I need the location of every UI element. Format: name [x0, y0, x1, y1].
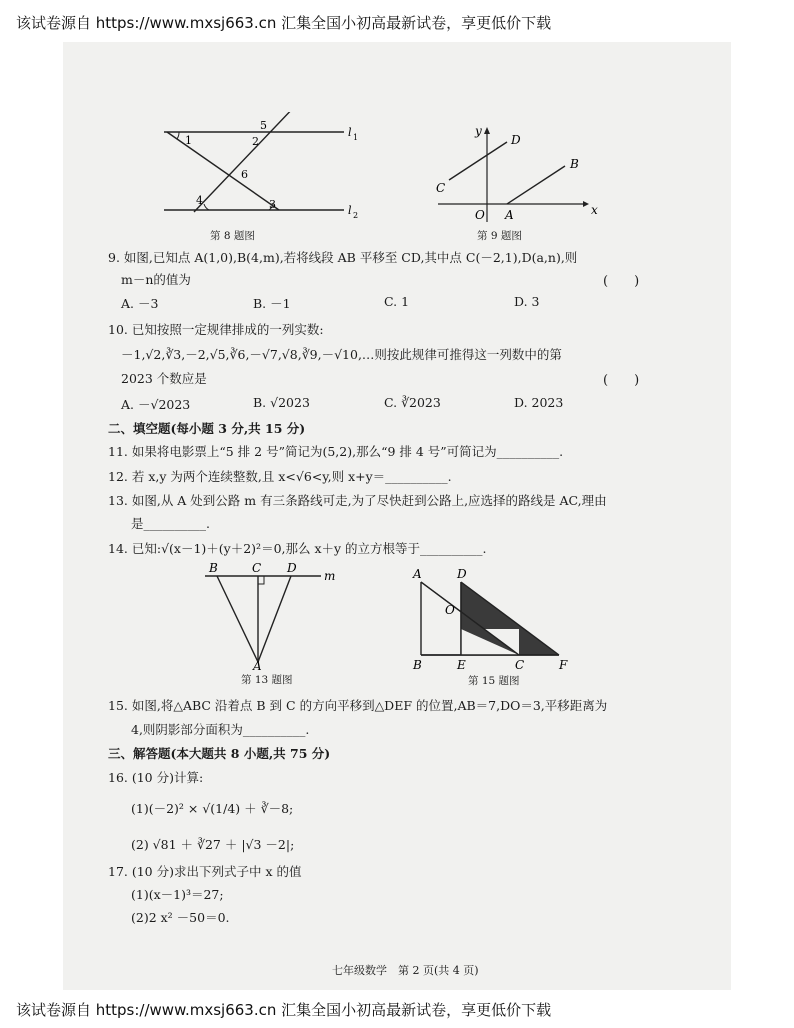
fig15-caption: 第 15 题图	[468, 675, 520, 687]
fig13-caption: 第 13 题图	[241, 674, 293, 686]
q14-text: 14. 已知:√(x－1)＋(y＋2)²＝0,那么 x＋y 的立方根等于__________.	[108, 541, 487, 556]
fig15-O: O	[445, 603, 455, 617]
source-banner-bottom: 该试卷源自 https://www.mxsj663.cn 汇集全国小初高最新试卷，享更低价下载	[16, 1001, 552, 1019]
q9-option-d: D. 3	[514, 294, 540, 309]
fig13-m: m	[324, 569, 336, 583]
q12-text: 12. 若 x,y 为两个连续整数,且 x<√6<y,则 x+y＝__________.	[108, 469, 452, 484]
page-footer: 七年级数学 第 2 页(共 4 页)	[332, 964, 479, 977]
q11-text: 11. 如果将电影票上“5 排 2 号”简记为(5,2),那么“9 排 4 号”可简记为__________.	[108, 444, 564, 459]
q9-option-b: B. －1	[253, 296, 291, 311]
fig15-C: C	[515, 658, 525, 672]
fig8-angle-1: 1	[185, 134, 192, 147]
fig8-l1-sub: 1	[353, 133, 359, 142]
q9-answer-paren: ( )	[603, 274, 640, 289]
fig15-D: D	[457, 567, 467, 581]
fig8-angle-2: 2	[252, 135, 259, 148]
q10-line2: －1,√2,∛3,－2,√5,∛6,－√7,√8,∛9,－√10,…则按此规律可推得这一列数中的第	[121, 347, 562, 362]
exam-page	[63, 42, 731, 990]
q9-line1: 9. 如图,已知点 A(1,0),B(4,m),若将线段 AB 平移至 CD,其中点 C(－2,1),D(a,n),则	[108, 250, 578, 265]
q15-line2: 4,则阴影部分面积为__________.	[131, 722, 310, 737]
q17-title: 17. (10 分)求出下列式子中 x 的值	[108, 864, 302, 879]
fig8-caption: 第 8 题图	[210, 230, 255, 242]
section-fill-in-title: 二、填空题(每小题 3 分,共 15 分)	[108, 421, 306, 436]
q10-option-b: B. √2023	[253, 395, 310, 410]
fig9-A: A	[505, 208, 514, 222]
q16-part1: (1)(－2)² × √(1/4) ＋ ∛－8;	[131, 801, 294, 816]
fig15-F: F	[559, 658, 568, 672]
fig8-angle-6: 6	[241, 168, 248, 181]
q16-part2: (2) √81 ＋ ∛27 ＋ |√3 －2|;	[131, 837, 295, 852]
source-banner-top: 该试卷源自 https://www.mxsj663.cn 汇集全国小初高最新试卷，享更低价下载	[16, 14, 552, 32]
q17-part1: (1)(x－1)³＝27;	[131, 887, 224, 902]
fig9-y: y	[475, 124, 482, 138]
q9-option-a: A. －3	[121, 296, 159, 311]
section-solve-title: 三、解答题(本大题共 8 小题,共 75 分)	[108, 746, 331, 761]
fig15-A: A	[413, 567, 422, 581]
q9-option-c: C. 1	[384, 294, 410, 309]
fig9-x: x	[591, 203, 598, 217]
figure-15	[409, 562, 569, 672]
fig8-angle-4: 4	[196, 194, 203, 207]
q10-option-d: D. 2023	[514, 395, 564, 410]
fig15-B: B	[413, 658, 422, 672]
q10-option-a: A. －√2023	[121, 397, 191, 412]
fig9-caption: 第 9 题图	[477, 230, 522, 242]
q10-line1: 10. 已知按照一定规律排成的一列实数:	[108, 322, 324, 337]
fig13-D: D	[287, 561, 297, 575]
fig8-angle-5: 5	[260, 119, 267, 132]
fig9-C: C	[436, 181, 446, 195]
fig9-D: D	[511, 133, 521, 147]
figure-9	[433, 122, 623, 227]
fig8-l2: l	[348, 204, 352, 217]
q16-title: 16. (10 分)计算:	[108, 770, 204, 785]
fig9-O: O	[475, 208, 485, 222]
q10-line3: 2023 个数应是	[121, 371, 207, 386]
q17-part2: (2)2 x² －50＝0.	[131, 910, 230, 925]
fig13-A: A	[253, 659, 262, 670]
fig15-E: E	[457, 658, 466, 672]
q15-line1: 15. 如图,将△ABC 沿着点 B 到 C 的方向平移到△DEF 的位置,AB＝7,DO＝3,平移距离为	[108, 698, 608, 713]
fig8-angle-3: 3	[269, 198, 276, 211]
fig13-C: C	[252, 561, 262, 575]
fig9-B: B	[570, 157, 579, 171]
q10-answer-paren: ( )	[603, 373, 640, 388]
fig8-l1: l	[348, 126, 352, 139]
q13-line2: 是__________.	[131, 516, 210, 531]
q10-option-c: C. ∛2023	[384, 395, 441, 410]
fig8-l2-sub: 2	[353, 211, 359, 220]
q13-line1: 13. 如图,从 A 处到公路 m 有三条路线可走,为了尽快赶到公路上,应选择的路线是 AC,理由	[108, 493, 607, 508]
figure-13	[203, 560, 343, 670]
q9-line2: m－n的值为	[121, 272, 191, 287]
fig13-B: B	[209, 561, 218, 575]
